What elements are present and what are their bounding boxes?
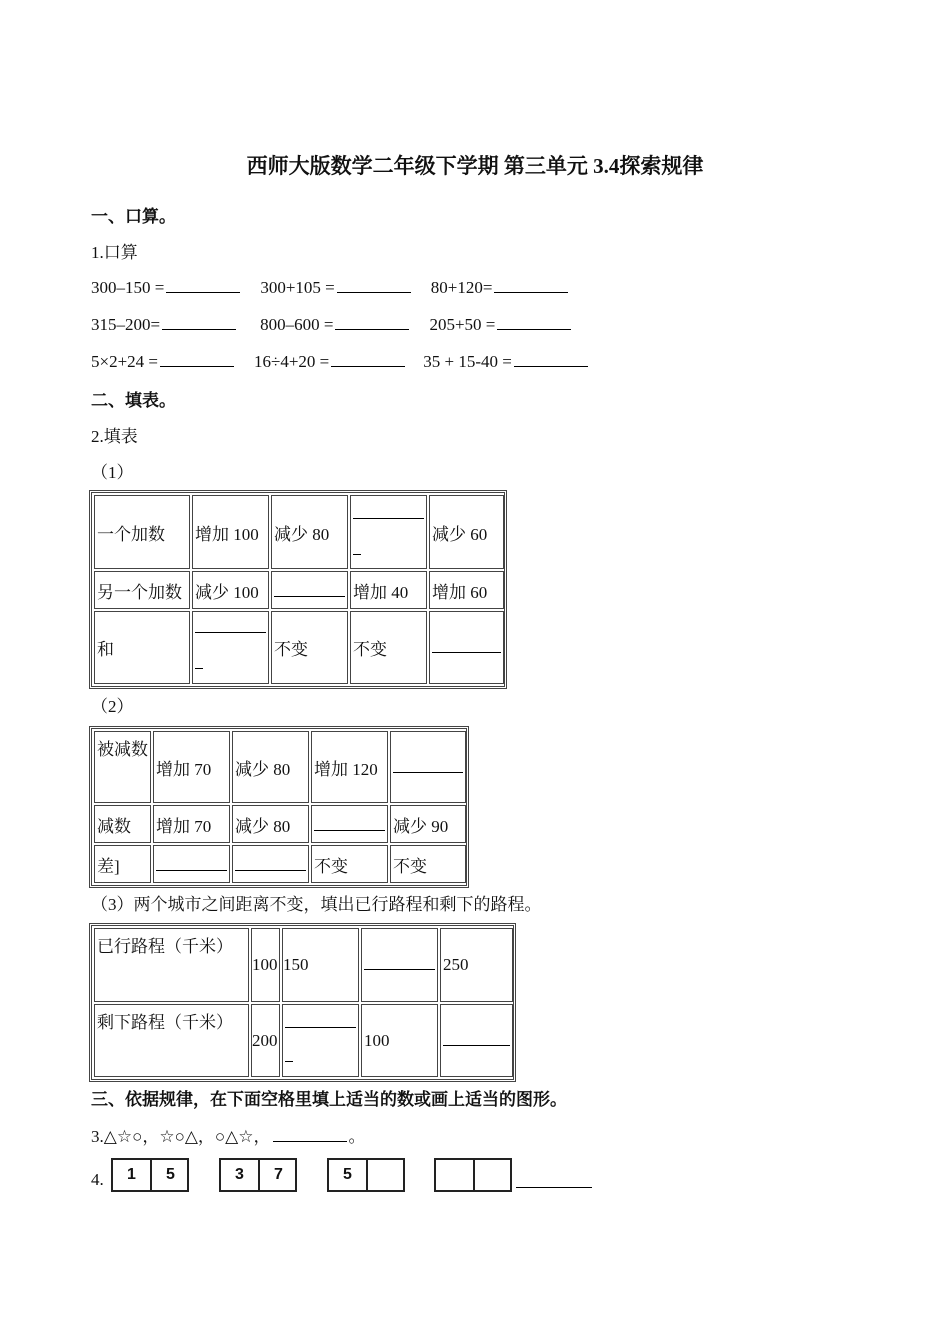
subtraction-table bbox=[89, 726, 469, 888]
table-cell-blank[interactable] bbox=[192, 611, 269, 684]
table-cell-blank[interactable] bbox=[429, 611, 504, 684]
part-2-label: （2） bbox=[91, 697, 134, 716]
table-cell: 差] bbox=[94, 845, 151, 883]
number-box: 3 bbox=[235, 1166, 244, 1183]
number-box-empty[interactable] bbox=[366, 1160, 405, 1190]
table-cell-blank[interactable] bbox=[440, 1004, 513, 1077]
table-cell: 减数 bbox=[94, 805, 151, 843]
table-cell: 250 bbox=[440, 928, 513, 1002]
calc-item: 800–600 = bbox=[260, 315, 334, 334]
table-cell-blank[interactable] bbox=[390, 731, 466, 803]
number-box-empty[interactable] bbox=[436, 1160, 473, 1190]
table-cell: 减少 60 bbox=[429, 495, 504, 569]
number-box: 5 bbox=[150, 1160, 189, 1190]
calc-item: 300–150 = bbox=[91, 278, 165, 297]
table-cell: 减少 100 bbox=[192, 571, 269, 609]
calc-item: 80+120= bbox=[430, 278, 493, 297]
calc-item: 5×2+24 = bbox=[91, 352, 159, 371]
table-cell: 不变 bbox=[350, 611, 427, 684]
answer-blank[interactable] bbox=[494, 275, 568, 293]
calc-item: 300+105 = bbox=[260, 278, 335, 297]
table-cell-blank[interactable] bbox=[232, 845, 309, 883]
answer-blank[interactable] bbox=[337, 275, 411, 293]
calc-row-3 bbox=[91, 349, 590, 372]
table-cell: 减少 80 bbox=[232, 731, 309, 803]
number-box-pair bbox=[219, 1158, 297, 1192]
calc-item: 315–200= bbox=[91, 315, 161, 334]
calc-item: 205+50 = bbox=[429, 315, 496, 334]
table-cell-blank[interactable] bbox=[350, 495, 427, 569]
table-cell: 增加 120 bbox=[311, 731, 388, 803]
table-cell-blank[interactable] bbox=[271, 571, 348, 609]
table-cell: 增加 40 bbox=[350, 571, 427, 609]
table-cell: 200 bbox=[251, 1004, 280, 1077]
answer-blank[interactable] bbox=[160, 349, 234, 367]
calc-row-2 bbox=[91, 312, 573, 335]
table-cell: 另一个加数 bbox=[94, 571, 190, 609]
table-cell: 100 bbox=[251, 928, 280, 1002]
table-cell: 一个加数 bbox=[94, 495, 190, 569]
table-cell: 不变 bbox=[271, 611, 348, 684]
section-3-heading: 三、依据规律，在下面空格里填上适当的数或画上适当的图形。 bbox=[91, 1090, 567, 1109]
section-2-heading: 二、填表。 bbox=[91, 391, 176, 410]
table-cell: 剩下路程（千米） bbox=[94, 1004, 249, 1077]
table-cell: 和 bbox=[94, 611, 190, 684]
table-cell-blank[interactable] bbox=[311, 805, 388, 843]
section-1-heading: 一、口算。 bbox=[91, 207, 176, 226]
number-box: 5 bbox=[343, 1166, 352, 1183]
table-cell: 不变 bbox=[311, 845, 388, 883]
question-2-label: 2.填表 bbox=[91, 427, 138, 446]
distance-table bbox=[89, 923, 516, 1082]
table-cell-blank[interactable] bbox=[153, 845, 230, 883]
question-3 bbox=[91, 1122, 366, 1147]
answer-blank[interactable] bbox=[514, 349, 588, 367]
period-text: 。 bbox=[348, 1127, 366, 1146]
number-box-pair bbox=[111, 1158, 189, 1192]
calc-item: 35 + 15-40 = bbox=[423, 352, 512, 371]
answer-blank[interactable] bbox=[273, 1124, 347, 1142]
addition-table bbox=[89, 490, 507, 689]
page-title: 西师大版数学二年级下学期 第三单元 3.4探索规律 bbox=[246, 154, 704, 178]
number-box-pair bbox=[327, 1158, 405, 1192]
calc-row-1 bbox=[91, 275, 570, 298]
number-box: 1 bbox=[127, 1166, 136, 1183]
table-cell: 增加 70 bbox=[153, 805, 230, 843]
number-box-pair bbox=[434, 1158, 512, 1192]
answer-blank[interactable] bbox=[335, 312, 409, 330]
answer-blank[interactable] bbox=[331, 349, 405, 367]
answer-blank[interactable] bbox=[166, 275, 240, 293]
table-cell-blank[interactable] bbox=[282, 1004, 359, 1077]
table-cell: 减少 80 bbox=[271, 495, 348, 569]
shape-sequence: 3.△☆○，☆○△，○△☆， bbox=[91, 1127, 271, 1146]
table-cell: 被减数 bbox=[94, 731, 151, 803]
number-box-empty[interactable] bbox=[473, 1160, 512, 1190]
table-cell: 增加 60 bbox=[429, 571, 504, 609]
answer-blank[interactable] bbox=[497, 312, 571, 330]
question-4-label: 4. bbox=[91, 1170, 104, 1189]
answer-blank[interactable] bbox=[162, 312, 236, 330]
table-cell-blank[interactable] bbox=[361, 928, 438, 1002]
number-box: 7 bbox=[258, 1160, 297, 1190]
table-cell: 不变 bbox=[390, 845, 466, 883]
table-cell: 已行路程（千米） bbox=[94, 928, 249, 1002]
question-1-label: 1.口算 bbox=[91, 243, 138, 262]
calc-item: 16÷4+20 = bbox=[254, 352, 330, 371]
table-cell: 增加 70 bbox=[153, 731, 230, 803]
answer-blank[interactable] bbox=[516, 1187, 592, 1188]
table-cell: 150 bbox=[282, 928, 359, 1002]
part-1-label: （1） bbox=[91, 463, 134, 482]
table-cell: 减少 90 bbox=[390, 805, 466, 843]
table-cell: 增加 100 bbox=[192, 495, 269, 569]
part-3-label: （3）两个城市之间距离不变，填出已行路程和剩下的路程。 bbox=[91, 895, 542, 914]
table-cell: 100 bbox=[361, 1004, 438, 1077]
table-cell: 减少 80 bbox=[232, 805, 309, 843]
